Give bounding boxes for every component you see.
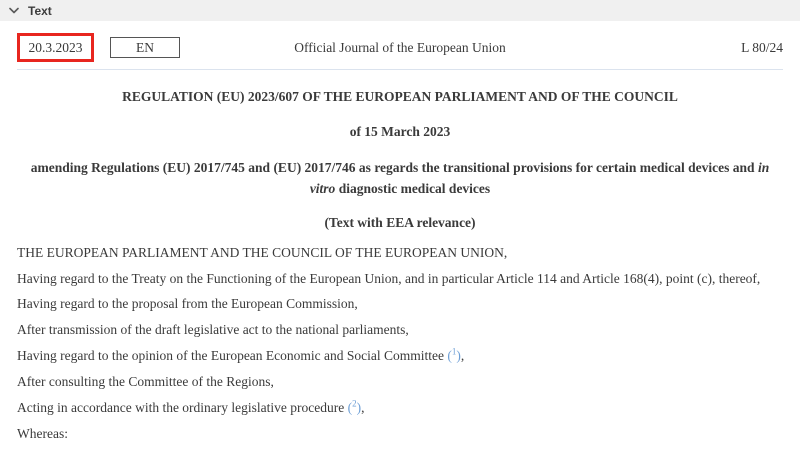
publication-date: 20.3.2023 (28, 39, 83, 55)
journal-header (17, 33, 783, 63)
paragraph-committee-opinion (17, 345, 783, 367)
paragraph-transmission: After transmission of the draft legislative act to the national parliaments, (17, 322, 409, 338)
paragraph-text: Acting in accordance with the ordinary legislative procedure (17, 399, 348, 415)
footnote-paren: ) (356, 399, 362, 415)
footnote-number: 1 (451, 346, 457, 357)
subtitle-italic-term: in vitro (309, 159, 770, 196)
paragraph-text: Having regard to the opinion of the European Economic and Social Committee (17, 348, 448, 364)
regulation-title: REGULATION (EU) 2023/607 OF THE EUROPEAN PARLIAMENT AND OF THE COUNCIL (122, 89, 678, 104)
text-section-toggle[interactable] (0, 0, 800, 21)
preamble (17, 242, 783, 445)
footnote-paren: ( (347, 399, 353, 415)
section-label: Text (28, 3, 52, 18)
footnote-number: 2 (352, 398, 357, 409)
footnote-paren: ( (447, 348, 452, 364)
subtitle-text: amending Regulations (EU) 2017/745 and (EU) 2017/746 as regards the transitional provisions for certain medical devices and (30, 159, 758, 175)
paragraph-treaty: Having regard to the Treaty on the Functioning of the European Union, and in particular Article 114 and Article 168(4), point (c), thereof, (17, 270, 761, 286)
page-reference: L 80/24 (741, 40, 783, 55)
eea-relevance-line: (Text with EEA relevance) (324, 214, 476, 230)
regulation-date-line: of 15 March 2023 (349, 123, 451, 139)
paragraph-suffix: , (361, 399, 365, 415)
paragraph-suffix: , (460, 348, 465, 364)
journal-title: Official Journal of the European Union (294, 40, 506, 55)
footnote-link-2[interactable] (347, 398, 365, 415)
paragraph-procedure (17, 397, 783, 419)
footnote-link-1[interactable] (447, 348, 461, 363)
paragraph-whereas: Whereas: (17, 425, 68, 441)
regulation-subtitle (26, 158, 774, 200)
subtitle-text: diagnostic medical devices (335, 180, 491, 196)
chevron-down-icon (9, 7, 19, 14)
header-divider (17, 69, 783, 70)
paragraph-proposal: Having regard to the proposal from the European Commission, (17, 296, 358, 312)
paragraph-regions: After consulting the Committee of the Regions, (17, 374, 274, 390)
footnote-paren: ) (456, 348, 461, 364)
language-code: EN (136, 39, 154, 55)
paragraph-opening: THE EUROPEAN PARLIAMENT AND THE COUNCIL OF THE EUROPEAN UNION, (17, 244, 508, 260)
document-page (0, 21, 800, 445)
